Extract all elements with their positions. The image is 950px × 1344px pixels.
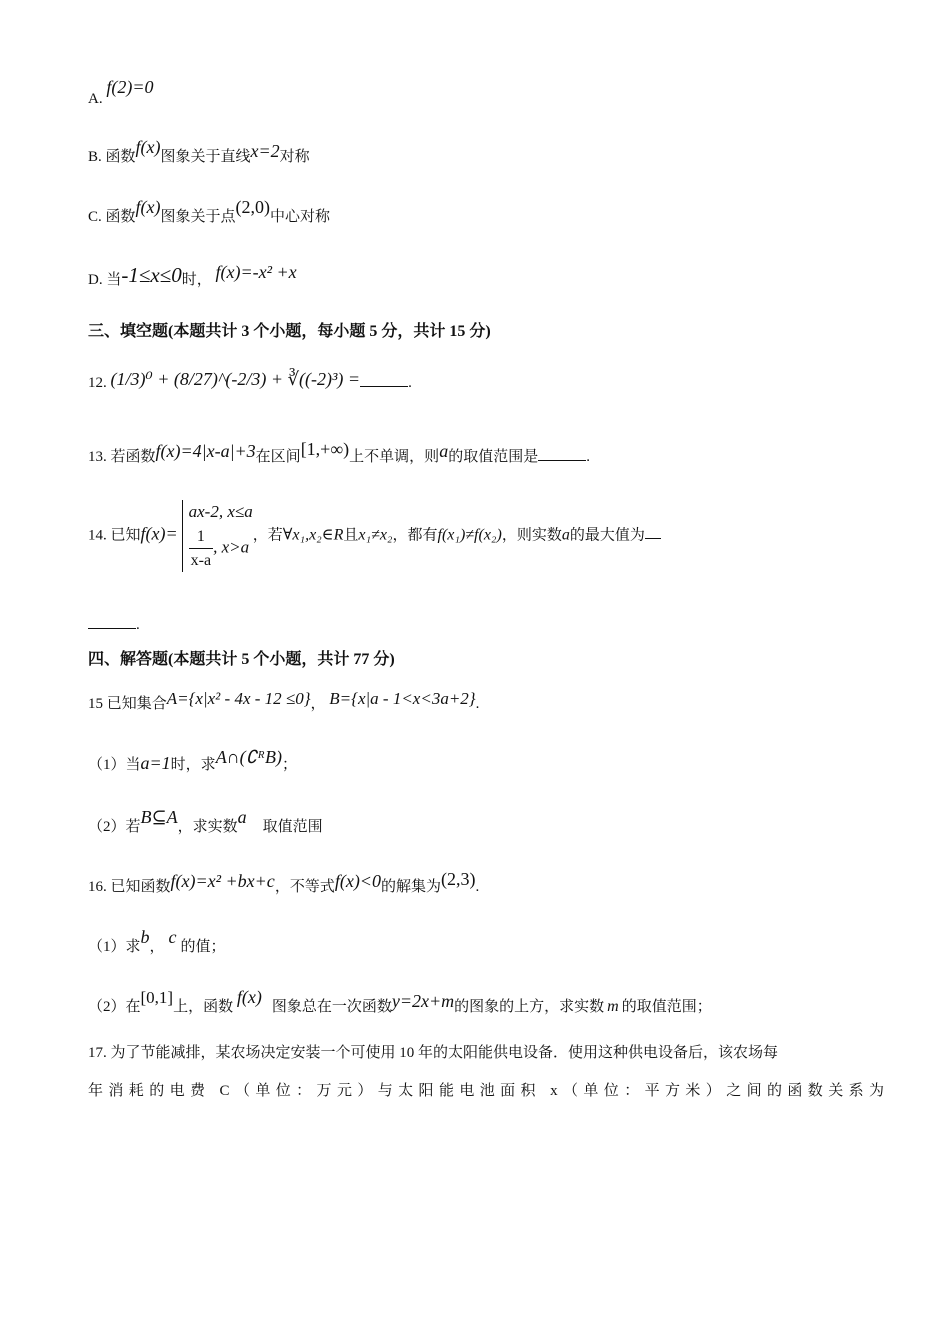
option-c-func: f(x) [135,197,161,217]
q15-1-end: ； [281,757,297,773]
question-17-line-2: 年消耗的电费 C（单位：万元）与太阳能电池面积 x（单位：平方米）之间的函数关系为 [88,1083,890,1099]
q15-1-mid: 时，求 [170,757,216,773]
q16-1-end: 的值； [180,939,226,955]
q16-2-interval: [0,1] [140,988,174,1007]
q14-answer-blank-cont[interactable] [88,627,136,629]
option-b-func: f(x) [135,137,161,157]
q14-cond-3: f(x₁)≠f(x₂) [437,526,502,544]
question-12 [88,370,412,394]
question-17-line-1: 17. 为了节能减排，某农场决定安装一个可使用 10 年的太阳能供电设备．使用这种供电设备后，该农场每 [88,1045,779,1061]
q16-1-var-c: c [168,927,177,947]
q15-set-a: A={x|x² - 4x - 12 ≤0} [166,689,311,708]
option-c-end: 中心对称 [270,209,331,225]
q16-text: ，不等式 [274,879,335,895]
q16-1-text: （1）求 [88,939,141,955]
option-d [88,264,297,291]
option-c-label: C. 函数 [88,209,136,225]
q13-var: a [439,441,449,461]
q13-expression: f(x)=4|x-a|+3 [155,441,256,461]
q15-end: . [475,696,480,712]
q16-2-linear: y=2x+m [391,991,455,1011]
q13-text-3: 的取值范围是 [448,449,539,465]
q16-number: 16. 已知函数 [88,879,171,895]
option-c-point: (2,0) [235,197,271,217]
q13-text-2: 上不单调，则 [349,449,440,465]
q14-func: f(x)= [140,523,178,544]
option-b-end: 对称 [279,149,310,165]
q16-2-var: m [607,998,619,1015]
option-b-cond: x=2 [250,141,280,161]
question-15 [88,689,480,715]
q15-1-expr: A∩(∁ᴿB) [215,747,282,767]
q13-tail: . [586,449,590,465]
q14-frac-num: 1 [189,525,213,549]
q13-number: 13. 若函数 [88,449,156,465]
q14-text-1: ，若 [252,527,283,544]
option-a [88,77,154,110]
q15-1-text: （1）当 [88,757,141,773]
option-d-range: -1≤x≤0 [121,263,182,287]
q16-solution-set: (2,3) [440,869,476,889]
q14-cond: ∀x₁,x₂∈R [282,526,344,544]
q15-number: 15 已知集合 [88,696,167,712]
q14-text-4: ，则实数 [501,527,562,544]
question-16-part-2 [88,987,712,1018]
q16-2-mid-3: 的图象的上方，求实数 [454,999,605,1015]
section-3-title: 三、填空题(本题共计 3 个小题，每小题 5 分，共计 15 分) [88,323,491,340]
q16-2-mid-2: 图象总在一次函数 [271,999,392,1015]
q14-answer-blank[interactable] [645,537,661,539]
q12-answer-blank[interactable] [360,385,408,387]
q12-number: 12. [88,375,107,391]
q14-frac-den: x-a [190,551,212,569]
q12-end: . [408,375,412,391]
q14-case-1: ax-2, x≤a [188,502,253,521]
q14-cond-2: x₁≠x₂ [358,526,393,544]
q16-end: . [475,879,480,895]
q15-2-mid: ，求实数 [177,819,238,835]
q14-text-3: ，都有 [392,527,438,544]
option-c [88,197,331,228]
q14-text-2: 且 [343,527,359,544]
q15-sep: ， [310,696,326,712]
q16-func: f(x)=x² +bx+c [170,871,275,891]
q15-1-cond: a=1 [140,753,171,773]
section-4-title: 四、解答题(本题共计 5 个小题，共计 77 分) [88,651,395,668]
q16-2-text: （2）在 [88,999,141,1015]
question-16-part-1 [88,927,226,958]
option-d-text: 时， [181,272,212,288]
q15-2-end: 取值范围 [262,819,323,835]
option-a-label: A. [88,91,103,107]
option-d-expr: f(x)=-x² +x [215,262,297,282]
question-14 [88,500,661,572]
q16-text-2: 的解集为 [380,879,441,895]
q14-number: 14. 已知 [88,527,141,544]
q16-2-func: f(x) [236,987,262,1007]
q16-ineq: f(x)<0 [334,871,381,891]
q15-set-b: B={x|a - 1<x<3a+2} [329,689,476,708]
q15-2-var: a [237,807,247,827]
q14-text-5: 的最大值为 [569,527,645,544]
option-b-text: 图象关于直线 [160,149,251,165]
q15-2-text: （2）若 [88,819,141,835]
q16-2-mid: 上，函数 [173,999,234,1015]
q16-2-end: 的取值范围； [621,999,712,1015]
q14-tail: . [136,617,140,633]
q14-var: a [561,526,570,544]
option-b [88,137,310,168]
question-16 [88,869,480,898]
q13-interval: [1,+∞) [300,439,350,459]
q16-1-sep: ， [149,939,165,955]
question-15-part-2 [88,807,323,838]
q16-1-var-b: b [140,927,150,947]
option-a-expr: f(2)=0 [106,77,154,97]
q12-expression: (1/3)⁰ + (8/27)^(-2/3) + ∛((-2)³) = [110,369,361,389]
option-b-label: B. 函数 [88,149,136,165]
q14-case-2-cond: , x>a [213,537,250,557]
q14-piecewise [182,500,253,572]
option-c-text: 图象关于点 [160,209,236,225]
option-d-label: D. 当 [88,272,122,288]
q13-answer-blank[interactable] [538,459,586,461]
question-13 [88,439,590,468]
q15-2-cond: B⊆A [140,807,178,827]
q13-text: 在区间 [255,449,301,465]
q14-continuation [88,616,140,636]
question-15-part-1 [88,747,297,776]
q14-fraction [189,525,213,572]
